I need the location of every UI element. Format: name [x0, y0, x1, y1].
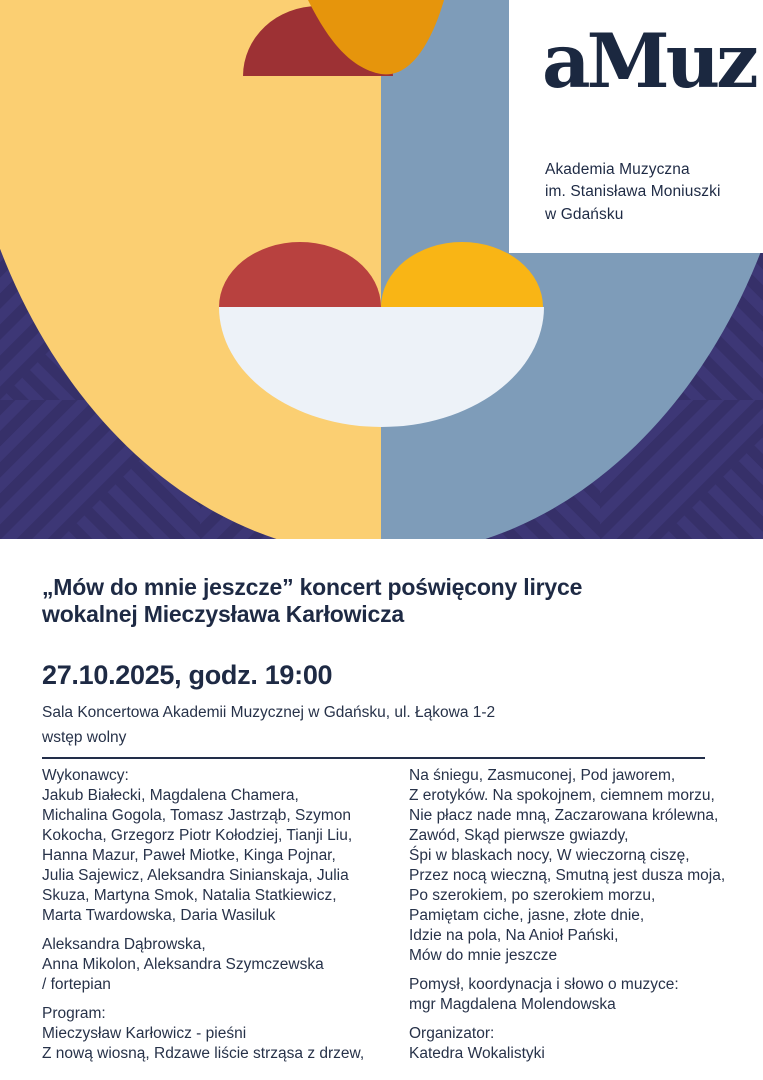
text-line: Marta Twardowska, Daria Wasiluk — [42, 907, 276, 924]
event-admission: wstęp wolny — [42, 729, 127, 746]
text-line: Akademia Muzyczna — [545, 161, 690, 178]
text-line: Aleksandra Dąbrowska, — [42, 936, 206, 953]
text-line: Jakub Białecki, Magdalena Chamera, — [42, 787, 299, 804]
text-line: Po szerokiem, po szerokiem morzu, — [409, 887, 656, 904]
program-continued-block — [409, 766, 759, 966]
text-line: Wykonawcy: — [42, 767, 129, 784]
text-line: / fortepian — [42, 976, 111, 993]
text-line: „Mów do mnie jeszcze” koncert poświęcony liryce — [42, 574, 583, 601]
text-line: Nie płacz nade mną, Zaczarowana królewna, — [409, 807, 719, 824]
event-title — [42, 574, 582, 628]
text-line: Kokocha, Grzegorz Piotr Kołodziej, Tianji Liu, — [42, 827, 353, 844]
text-line: Katedra Wokalistyki — [409, 1045, 545, 1062]
right-column — [409, 766, 759, 1073]
text-line: Przez nocą wieczną, Smutną jest dusza moja, — [409, 867, 726, 884]
text-line: Program: — [42, 1005, 106, 1022]
amuz-logo: aMuz — [542, 17, 755, 105]
logo-box — [509, 0, 763, 253]
text-line: w Gdańsku — [545, 205, 624, 223]
text-line: Mieczysław Karłowicz - pieśni — [42, 1025, 247, 1042]
text-line: mgr Magdalena Molendowska — [409, 996, 616, 1013]
divider-rule — [42, 757, 705, 759]
text-line: im. Stanisława Moniuszki — [545, 183, 721, 201]
text-line: Na śniegu, Zasmuconej, Pod jaworem, — [409, 767, 676, 784]
text-line: Idzie na pola, Na Anioł Pański, — [409, 927, 619, 944]
text-line: Julia Sajewicz, Aleksandra Sinianskaja, Julia — [42, 867, 349, 884]
institution-name — [545, 159, 721, 226]
event-datetime: 27.10.2025, godz. 19:00 — [42, 660, 333, 690]
performers-block — [42, 766, 402, 926]
artwork — [0, 0, 763, 539]
text-line: Mów do mnie jeszcze — [409, 947, 558, 964]
text-line: Z erotyków. Na spokojnem, ciemnem morzu, — [409, 787, 715, 804]
venue-block — [42, 700, 495, 750]
text-line: Michalina Gogola, Tomasz Jastrząb, Szymon — [42, 807, 351, 824]
event-venue: Sala Koncertowa Akademii Muzycznej w Gdańsku, ul. Łąkowa 1-2 — [42, 704, 496, 721]
text-line: Skuza, Martyna Smok, Natalia Statkiewicz, — [42, 887, 337, 904]
pianists-block — [42, 935, 402, 995]
text-line: Organizator: — [409, 1025, 495, 1042]
text-line: Z nową wiosną, Rdzawe liście strząsa z drzew, — [42, 1045, 365, 1062]
text-line: Zawód, Skąd pierwsze gwiazdy, — [409, 827, 629, 844]
concept-block — [409, 975, 759, 1015]
text-line: Pamiętam ciche, jasne, złote dnie, — [409, 907, 645, 924]
text-line: Śpi w blaskach nocy, W wieczorną ciszę, — [409, 847, 690, 864]
left-column — [42, 766, 402, 1073]
text-line: Hanna Mazur, Paweł Miotke, Kinga Pojnar, — [42, 847, 336, 864]
organizer-block — [409, 1024, 759, 1064]
program-block — [42, 1004, 402, 1064]
text-line: wokalnej Mieczysława Karłowicza — [42, 601, 404, 628]
text-line: Pomysł, koordynacja i słowo o muzyce: — [409, 976, 679, 993]
text-line: Anna Mikolon, Aleksandra Szymczewska — [42, 956, 324, 973]
